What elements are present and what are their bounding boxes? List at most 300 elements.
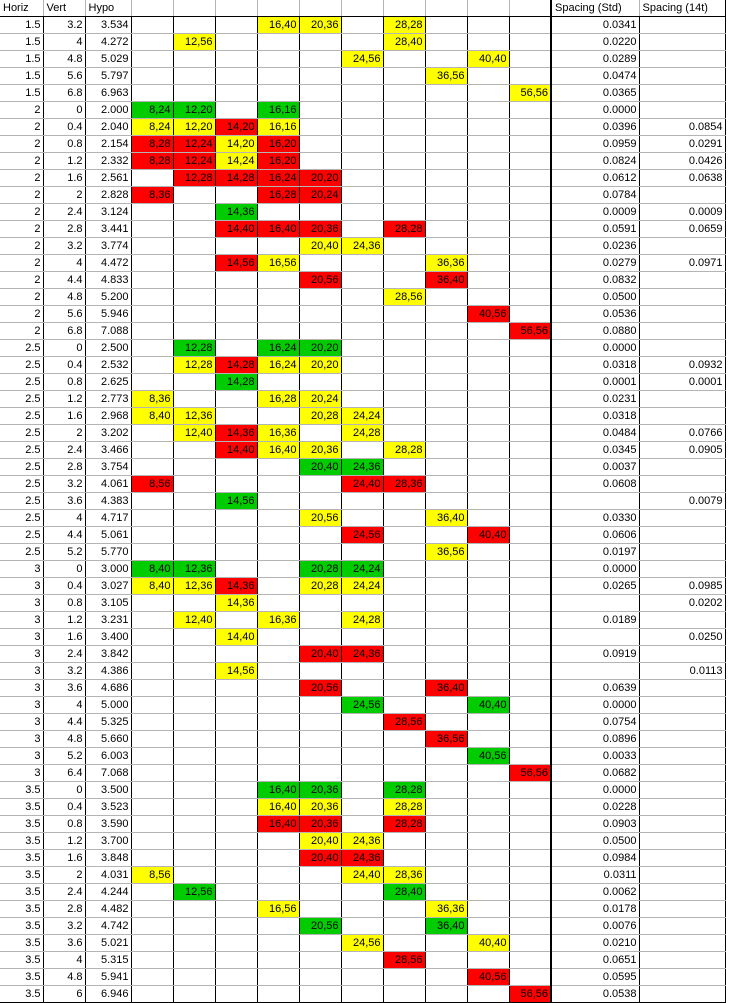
cell-spacing-14t[interactable] (639, 833, 725, 850)
cell-hypo[interactable]: 4.386 (85, 663, 131, 680)
cell-hypo[interactable]: 3.124 (85, 204, 131, 221)
cell-empty[interactable] (509, 816, 551, 833)
cell-empty[interactable] (425, 374, 467, 391)
cell-empty[interactable] (299, 34, 341, 51)
cell-empty[interactable] (425, 85, 467, 102)
cell-combo[interactable]: 28,40 (383, 884, 425, 901)
cell-empty[interactable] (173, 629, 215, 646)
cell-spacing-14t[interactable] (639, 561, 725, 578)
cell-combo[interactable]: 36,56 (425, 68, 467, 85)
cell-empty[interactable] (509, 425, 551, 442)
cell-empty[interactable] (131, 51, 173, 68)
cell-vert[interactable]: 6.8 (43, 323, 85, 340)
cell-empty[interactable] (257, 306, 299, 323)
cell-empty[interactable] (173, 816, 215, 833)
cell-empty[interactable] (257, 527, 299, 544)
cell-empty[interactable] (215, 68, 257, 85)
cell-empty[interactable] (215, 272, 257, 289)
cell-empty[interactable] (425, 51, 467, 68)
cell-vert[interactable]: 0.4 (43, 578, 85, 595)
cell-empty[interactable] (341, 816, 383, 833)
cell-empty[interactable] (467, 612, 509, 629)
cell-combo[interactable]: 24,28 (341, 425, 383, 442)
cell-combo[interactable]: 28,28 (383, 816, 425, 833)
cell-horiz[interactable]: 1.5 (0, 34, 43, 51)
cell-hypo[interactable]: 6.946 (85, 986, 131, 1003)
cell-combo[interactable]: 20,20 (299, 357, 341, 374)
header-blank[interactable] (341, 0, 383, 17)
cell-empty[interactable] (509, 255, 551, 272)
cell-empty[interactable] (467, 289, 509, 306)
cell-empty[interactable] (173, 527, 215, 544)
cell-spacing-std[interactable]: 0.0396 (551, 119, 639, 136)
cell-spacing-14t[interactable] (639, 782, 725, 799)
cell-empty[interactable] (425, 408, 467, 425)
cell-combo[interactable]: 16,56 (257, 901, 299, 918)
cell-combo[interactable]: 20,40 (299, 459, 341, 476)
cell-hypo[interactable]: 2.968 (85, 408, 131, 425)
cell-empty[interactable] (425, 578, 467, 595)
header-spacing-std[interactable]: Spacing (Std) (551, 0, 639, 17)
cell-empty[interactable] (215, 34, 257, 51)
cell-empty[interactable] (509, 578, 551, 595)
cell-empty[interactable] (299, 731, 341, 748)
cell-empty[interactable] (299, 748, 341, 765)
cell-empty[interactable] (509, 408, 551, 425)
cell-empty[interactable] (467, 391, 509, 408)
cell-empty[interactable] (467, 255, 509, 272)
cell-spacing-14t[interactable] (639, 646, 725, 663)
cell-horiz[interactable]: 2 (0, 221, 43, 238)
cell-combo[interactable]: 16,40 (257, 17, 299, 34)
cell-spacing-std[interactable]: 0.0612 (551, 170, 639, 187)
cell-empty[interactable] (215, 816, 257, 833)
cell-combo[interactable]: 28,28 (383, 17, 425, 34)
cell-hypo[interactable]: 4.061 (85, 476, 131, 493)
cell-empty[interactable] (215, 340, 257, 357)
cell-empty[interactable] (383, 850, 425, 867)
cell-empty[interactable] (341, 969, 383, 986)
cell-empty[interactable] (383, 459, 425, 476)
cell-combo[interactable]: 20,40 (299, 850, 341, 867)
cell-hypo[interactable]: 5.660 (85, 731, 131, 748)
cell-empty[interactable] (215, 782, 257, 799)
cell-vert[interactable]: 2.4 (43, 442, 85, 459)
cell-empty[interactable] (215, 833, 257, 850)
cell-vert[interactable]: 4.4 (43, 527, 85, 544)
cell-empty[interactable] (131, 527, 173, 544)
cell-combo[interactable]: 12,36 (173, 561, 215, 578)
cell-empty[interactable] (509, 510, 551, 527)
cell-empty[interactable] (131, 663, 173, 680)
cell-spacing-14t[interactable] (639, 544, 725, 561)
cell-hypo[interactable]: 3.534 (85, 17, 131, 34)
cell-hypo[interactable]: 3.027 (85, 578, 131, 595)
cell-empty[interactable] (131, 510, 173, 527)
cell-horiz[interactable]: 2 (0, 323, 43, 340)
cell-spacing-14t[interactable] (639, 85, 725, 102)
cell-empty[interactable] (299, 493, 341, 510)
cell-spacing-14t[interactable] (639, 986, 725, 1003)
cell-combo[interactable]: 14,36 (215, 425, 257, 442)
cell-empty[interactable] (425, 527, 467, 544)
cell-spacing-std[interactable]: 0.0365 (551, 85, 639, 102)
cell-hypo[interactable]: 3.202 (85, 425, 131, 442)
cell-combo[interactable]: 40,56 (467, 748, 509, 765)
cell-empty[interactable] (257, 918, 299, 935)
cell-spacing-14t[interactable] (639, 34, 725, 51)
cell-vert[interactable]: 2.4 (43, 646, 85, 663)
cell-horiz[interactable]: 3 (0, 578, 43, 595)
cell-empty[interactable] (215, 561, 257, 578)
header-blank[interactable] (215, 0, 257, 17)
cell-spacing-std[interactable]: 0.0228 (551, 799, 639, 816)
cell-spacing-14t[interactable] (639, 476, 725, 493)
cell-empty[interactable] (425, 799, 467, 816)
cell-empty[interactable] (257, 680, 299, 697)
cell-spacing-14t[interactable] (639, 867, 725, 884)
cell-spacing-std[interactable]: 0.0197 (551, 544, 639, 561)
cell-empty[interactable] (383, 323, 425, 340)
cell-empty[interactable] (467, 629, 509, 646)
cell-empty[interactable] (509, 306, 551, 323)
cell-empty[interactable] (215, 935, 257, 952)
cell-empty[interactable] (509, 34, 551, 51)
cell-combo[interactable]: 56,56 (509, 986, 551, 1003)
cell-horiz[interactable]: 2.5 (0, 510, 43, 527)
cell-combo[interactable]: 20,56 (299, 510, 341, 527)
cell-spacing-std[interactable]: 0.0500 (551, 833, 639, 850)
cell-spacing-14t[interactable] (639, 935, 725, 952)
cell-empty[interactable] (299, 374, 341, 391)
cell-vert[interactable]: 2.8 (43, 459, 85, 476)
cell-vert[interactable]: 1.2 (43, 612, 85, 629)
cell-empty[interactable] (173, 544, 215, 561)
cell-spacing-14t[interactable]: 0.0854 (639, 119, 725, 136)
cell-empty[interactable] (215, 476, 257, 493)
cell-empty[interactable] (173, 221, 215, 238)
cell-empty[interactable] (425, 748, 467, 765)
cell-combo[interactable]: 24,36 (341, 646, 383, 663)
cell-vert[interactable]: 0.8 (43, 595, 85, 612)
cell-empty[interactable] (131, 357, 173, 374)
cell-empty[interactable] (173, 595, 215, 612)
cell-hypo[interactable]: 3.231 (85, 612, 131, 629)
cell-horiz[interactable]: 3.5 (0, 935, 43, 952)
cell-vert[interactable]: 1.2 (43, 833, 85, 850)
cell-empty[interactable] (257, 374, 299, 391)
cell-empty[interactable] (173, 867, 215, 884)
cell-empty[interactable] (131, 289, 173, 306)
cell-spacing-14t[interactable] (639, 714, 725, 731)
cell-empty[interactable] (131, 714, 173, 731)
cell-spacing-std[interactable]: 0.0033 (551, 748, 639, 765)
cell-empty[interactable] (257, 731, 299, 748)
cell-empty[interactable] (341, 68, 383, 85)
cell-spacing-14t[interactable] (639, 884, 725, 901)
cell-empty[interactable] (509, 697, 551, 714)
cell-empty[interactable] (173, 442, 215, 459)
cell-combo[interactable]: 36,56 (425, 731, 467, 748)
cell-hypo[interactable]: 3.842 (85, 646, 131, 663)
cell-empty[interactable] (341, 306, 383, 323)
cell-combo[interactable]: 28,28 (383, 799, 425, 816)
cell-horiz[interactable]: 1.5 (0, 68, 43, 85)
cell-empty[interactable] (425, 153, 467, 170)
cell-empty[interactable] (509, 748, 551, 765)
cell-empty[interactable] (509, 782, 551, 799)
cell-spacing-14t[interactable] (639, 612, 725, 629)
header-blank[interactable] (131, 0, 173, 17)
cell-empty[interactable] (257, 476, 299, 493)
cell-hypo[interactable]: 5.021 (85, 935, 131, 952)
cell-vert[interactable]: 1.2 (43, 391, 85, 408)
cell-hypo[interactable]: 3.848 (85, 850, 131, 867)
cell-empty[interactable] (131, 221, 173, 238)
cell-empty[interactable] (383, 119, 425, 136)
cell-vert[interactable]: 2.8 (43, 901, 85, 918)
cell-empty[interactable] (509, 68, 551, 85)
cell-empty[interactable] (299, 51, 341, 68)
cell-spacing-std[interactable]: 0.0220 (551, 34, 639, 51)
cell-combo[interactable]: 8,56 (131, 867, 173, 884)
cell-combo[interactable]: 36,40 (425, 272, 467, 289)
cell-combo[interactable]: 24,40 (341, 476, 383, 493)
cell-empty[interactable] (173, 799, 215, 816)
cell-vert[interactable]: 4.8 (43, 289, 85, 306)
cell-empty[interactable] (425, 17, 467, 34)
cell-spacing-std[interactable] (551, 629, 639, 646)
cell-empty[interactable] (299, 884, 341, 901)
cell-empty[interactable] (467, 340, 509, 357)
cell-spacing-14t[interactable] (639, 187, 725, 204)
cell-empty[interactable] (173, 952, 215, 969)
cell-empty[interactable] (383, 272, 425, 289)
cell-empty[interactable] (341, 901, 383, 918)
cell-spacing-std[interactable]: 0.0919 (551, 646, 639, 663)
cell-spacing-std[interactable]: 0.0311 (551, 867, 639, 884)
cell-empty[interactable] (509, 663, 551, 680)
cell-combo[interactable]: 16,16 (257, 119, 299, 136)
cell-empty[interactable] (173, 187, 215, 204)
cell-combo[interactable]: 16,24 (257, 340, 299, 357)
cell-hypo[interactable]: 2.000 (85, 102, 131, 119)
cell-empty[interactable] (509, 493, 551, 510)
cell-vert[interactable]: 0.8 (43, 136, 85, 153)
cell-empty[interactable] (467, 595, 509, 612)
cell-empty[interactable] (341, 272, 383, 289)
cell-empty[interactable] (341, 884, 383, 901)
cell-vert[interactable]: 2 (43, 187, 85, 204)
cell-empty[interactable] (425, 952, 467, 969)
cell-empty[interactable] (173, 289, 215, 306)
cell-combo[interactable]: 24,40 (341, 867, 383, 884)
cell-empty[interactable] (131, 459, 173, 476)
cell-empty[interactable] (383, 204, 425, 221)
cell-combo[interactable]: 12,56 (173, 884, 215, 901)
cell-empty[interactable] (383, 663, 425, 680)
cell-empty[interactable] (299, 255, 341, 272)
cell-empty[interactable] (425, 714, 467, 731)
cell-hypo[interactable]: 5.029 (85, 51, 131, 68)
cell-empty[interactable] (509, 170, 551, 187)
cell-spacing-14t[interactable]: 0.0638 (639, 170, 725, 187)
cell-horiz[interactable]: 3 (0, 612, 43, 629)
cell-empty[interactable] (257, 272, 299, 289)
cell-empty[interactable] (341, 187, 383, 204)
cell-combo[interactable]: 16,36 (257, 612, 299, 629)
cell-empty[interactable] (425, 646, 467, 663)
cell-empty[interactable] (467, 153, 509, 170)
cell-spacing-std[interactable]: 0.0903 (551, 816, 639, 833)
cell-empty[interactable] (509, 544, 551, 561)
cell-spacing-14t[interactable]: 0.0250 (639, 629, 725, 646)
cell-hypo[interactable]: 7.068 (85, 765, 131, 782)
cell-empty[interactable] (173, 459, 215, 476)
cell-hypo[interactable]: 5.061 (85, 527, 131, 544)
cell-empty[interactable] (509, 136, 551, 153)
cell-combo[interactable]: 12,28 (173, 340, 215, 357)
cell-combo[interactable]: 16,28 (257, 391, 299, 408)
cell-combo[interactable]: 20,36 (299, 17, 341, 34)
cell-hypo[interactable]: 4.031 (85, 867, 131, 884)
cell-combo[interactable]: 16,40 (257, 221, 299, 238)
cell-empty[interactable] (299, 527, 341, 544)
cell-combo[interactable]: 28,36 (383, 476, 425, 493)
cell-hypo[interactable]: 4.244 (85, 884, 131, 901)
cell-combo[interactable]: 8,24 (131, 102, 173, 119)
cell-combo[interactable]: 20,40 (299, 238, 341, 255)
cell-empty[interactable] (509, 952, 551, 969)
cell-empty[interactable] (509, 442, 551, 459)
cell-spacing-std[interactable]: 0.0639 (551, 680, 639, 697)
cell-empty[interactable] (425, 34, 467, 51)
cell-empty[interactable] (467, 663, 509, 680)
cell-spacing-std[interactable] (551, 493, 639, 510)
cell-spacing-14t[interactable] (639, 51, 725, 68)
cell-empty[interactable] (299, 204, 341, 221)
cell-empty[interactable] (173, 272, 215, 289)
cell-empty[interactable] (425, 306, 467, 323)
cell-vert[interactable]: 5.6 (43, 68, 85, 85)
cell-empty[interactable] (467, 408, 509, 425)
cell-empty[interactable] (341, 799, 383, 816)
cell-spacing-14t[interactable] (639, 68, 725, 85)
cell-empty[interactable] (383, 170, 425, 187)
cell-empty[interactable] (467, 986, 509, 1003)
cell-empty[interactable] (467, 85, 509, 102)
cell-vert[interactable]: 2 (43, 425, 85, 442)
cell-empty[interactable] (257, 204, 299, 221)
cell-spacing-std[interactable]: 0.0076 (551, 918, 639, 935)
cell-empty[interactable] (131, 272, 173, 289)
cell-spacing-std[interactable]: 0.0608 (551, 476, 639, 493)
cell-empty[interactable] (257, 969, 299, 986)
cell-combo[interactable]: 24,36 (341, 459, 383, 476)
cell-combo[interactable]: 20,36 (299, 442, 341, 459)
cell-spacing-14t[interactable]: 0.0113 (639, 663, 725, 680)
cell-spacing-std[interactable]: 0.0341 (551, 17, 639, 34)
cell-empty[interactable] (341, 391, 383, 408)
cell-empty[interactable] (299, 697, 341, 714)
cell-empty[interactable] (215, 765, 257, 782)
cell-empty[interactable] (257, 238, 299, 255)
cell-empty[interactable] (467, 136, 509, 153)
cell-vert[interactable]: 4 (43, 952, 85, 969)
cell-spacing-std[interactable]: 0.0896 (551, 731, 639, 748)
cell-empty[interactable] (299, 544, 341, 561)
cell-empty[interactable] (215, 952, 257, 969)
cell-empty[interactable] (257, 459, 299, 476)
cell-empty[interactable] (131, 595, 173, 612)
cell-vert[interactable]: 5.6 (43, 306, 85, 323)
cell-empty[interactable] (509, 102, 551, 119)
header-spacing-14t[interactable]: Spacing (14t) (639, 0, 725, 17)
cell-empty[interactable] (509, 918, 551, 935)
cell-hypo[interactable]: 3.466 (85, 442, 131, 459)
cell-vert[interactable]: 1.6 (43, 850, 85, 867)
cell-spacing-std[interactable]: 0.0178 (551, 901, 639, 918)
cell-hypo[interactable]: 3.500 (85, 782, 131, 799)
cell-combo[interactable]: 12,28 (173, 170, 215, 187)
cell-empty[interactable] (341, 85, 383, 102)
cell-empty[interactable] (509, 374, 551, 391)
cell-combo[interactable]: 24,56 (341, 527, 383, 544)
cell-horiz[interactable]: 2 (0, 119, 43, 136)
cell-spacing-14t[interactable] (639, 918, 725, 935)
cell-spacing-std[interactable]: 0.0001 (551, 374, 639, 391)
cell-empty[interactable] (173, 850, 215, 867)
cell-spacing-14t[interactable]: 0.0426 (639, 153, 725, 170)
cell-horiz[interactable]: 3 (0, 731, 43, 748)
cell-vert[interactable]: 0 (43, 782, 85, 799)
cell-horiz[interactable]: 2.5 (0, 476, 43, 493)
cell-empty[interactable] (383, 765, 425, 782)
cell-empty[interactable] (467, 850, 509, 867)
cell-empty[interactable] (467, 221, 509, 238)
cell-combo[interactable]: 36,40 (425, 680, 467, 697)
cell-hypo[interactable]: 2.154 (85, 136, 131, 153)
cell-vert[interactable]: 3.2 (43, 476, 85, 493)
cell-empty[interactable] (341, 340, 383, 357)
cell-empty[interactable] (341, 357, 383, 374)
cell-empty[interactable] (425, 238, 467, 255)
cell-empty[interactable] (509, 731, 551, 748)
cell-empty[interactable] (467, 765, 509, 782)
cell-horiz[interactable]: 3.5 (0, 799, 43, 816)
cell-spacing-14t[interactable] (639, 323, 725, 340)
cell-empty[interactable] (509, 714, 551, 731)
cell-hypo[interactable]: 7.088 (85, 323, 131, 340)
cell-empty[interactable] (383, 918, 425, 935)
cell-combo[interactable]: 20,40 (299, 833, 341, 850)
cell-horiz[interactable]: 2.5 (0, 459, 43, 476)
cell-horiz[interactable]: 3.5 (0, 884, 43, 901)
cell-spacing-std[interactable]: 0.0500 (551, 289, 639, 306)
cell-empty[interactable] (257, 85, 299, 102)
cell-combo[interactable]: 28,36 (383, 867, 425, 884)
cell-combo[interactable]: 12,24 (173, 136, 215, 153)
cell-horiz[interactable]: 3.5 (0, 867, 43, 884)
cell-empty[interactable] (215, 391, 257, 408)
cell-combo[interactable]: 40,40 (467, 51, 509, 68)
cell-empty[interactable] (425, 476, 467, 493)
cell-empty[interactable] (131, 646, 173, 663)
cell-horiz[interactable]: 2 (0, 153, 43, 170)
cell-empty[interactable] (383, 680, 425, 697)
cell-vert[interactable]: 3.6 (43, 680, 85, 697)
cell-spacing-std[interactable]: 0.0000 (551, 102, 639, 119)
